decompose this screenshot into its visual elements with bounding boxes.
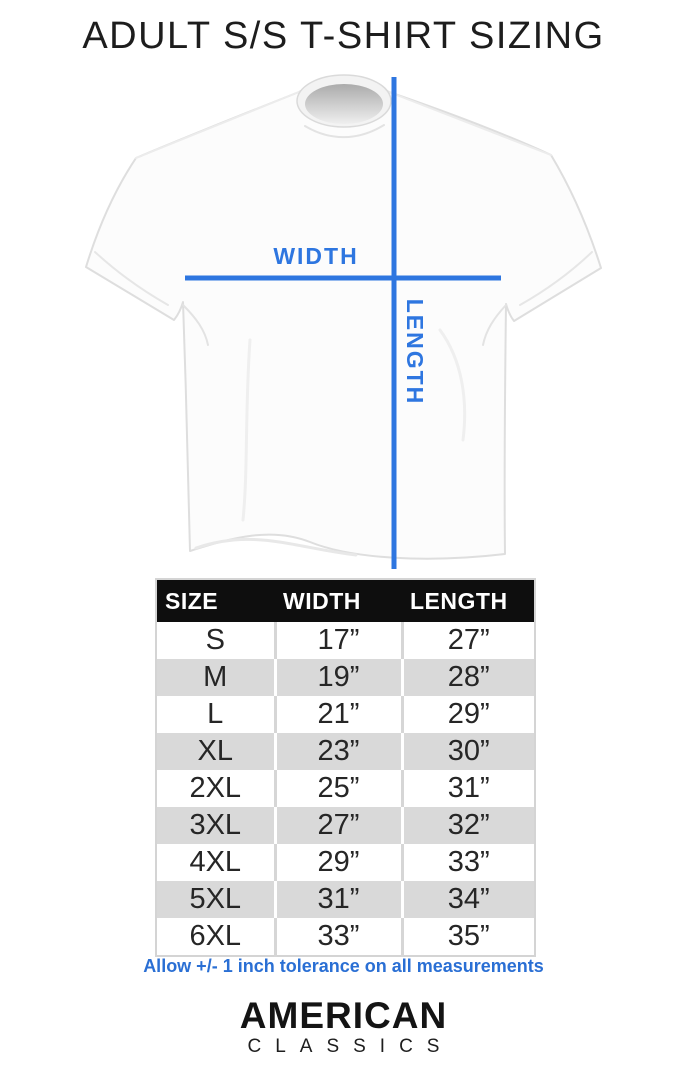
table-cell: L — [156, 696, 275, 733]
table-row — [156, 770, 535, 807]
table-cell: 5XL — [156, 881, 275, 918]
table-cell: 25” — [275, 770, 402, 807]
tshirt-illustration — [0, 70, 687, 575]
table-cell: 29” — [402, 696, 535, 733]
header-cell-length: LENGTH — [402, 579, 535, 622]
table-row — [156, 659, 535, 696]
table-cell: 3XL — [156, 807, 275, 844]
table-row — [156, 918, 535, 956]
brand-logo — [0, 995, 687, 1057]
table-cell: 35” — [402, 918, 535, 956]
table-cell: 23” — [275, 733, 402, 770]
table-cell: 31” — [402, 770, 535, 807]
table-cell: 27” — [402, 622, 535, 659]
table-cell: 4XL — [156, 844, 275, 881]
collar-inner — [305, 84, 383, 124]
table-cell: 17” — [275, 622, 402, 659]
table-row — [156, 807, 535, 844]
size-table-body — [156, 622, 535, 956]
table-cell: 31” — [275, 881, 402, 918]
table-cell: XL — [156, 733, 275, 770]
table-row — [156, 844, 535, 881]
shirt-outline — [86, 80, 601, 559]
table-cell: 2XL — [156, 770, 275, 807]
width-label: WIDTH — [273, 243, 359, 269]
table-row — [156, 881, 535, 918]
table-cell: M — [156, 659, 275, 696]
table-cell: 29” — [275, 844, 402, 881]
table-row — [156, 622, 535, 659]
table-cell: 33” — [275, 918, 402, 956]
header-cell-width: WIDTH — [275, 579, 402, 622]
length-label: LENGTH — [402, 298, 428, 406]
table-cell: 27” — [275, 807, 402, 844]
tolerance-note: Allow +/- 1 inch tolerance on all measurements — [143, 956, 544, 976]
table-cell: 33” — [402, 844, 535, 881]
table-cell: 6XL — [156, 918, 275, 956]
table-cell: 19” — [275, 659, 402, 696]
size-table — [155, 578, 536, 957]
table-cell: 28” — [402, 659, 535, 696]
table-cell: S — [156, 622, 275, 659]
brand-name: AMERICAN — [239, 995, 448, 1036]
header-cell-size: SIZE — [156, 579, 275, 622]
page-title: ADULT S/S T-SHIRT SIZING — [82, 15, 605, 57]
table-cell: 21” — [275, 696, 402, 733]
table-row — [156, 696, 535, 733]
table-header-row — [156, 579, 535, 622]
brand-subname: CLASSICS — [247, 1036, 454, 1057]
table-cell: 34” — [402, 881, 535, 918]
table-row — [156, 733, 535, 770]
table-cell: 32” — [402, 807, 535, 844]
table-cell: 30” — [402, 733, 535, 770]
